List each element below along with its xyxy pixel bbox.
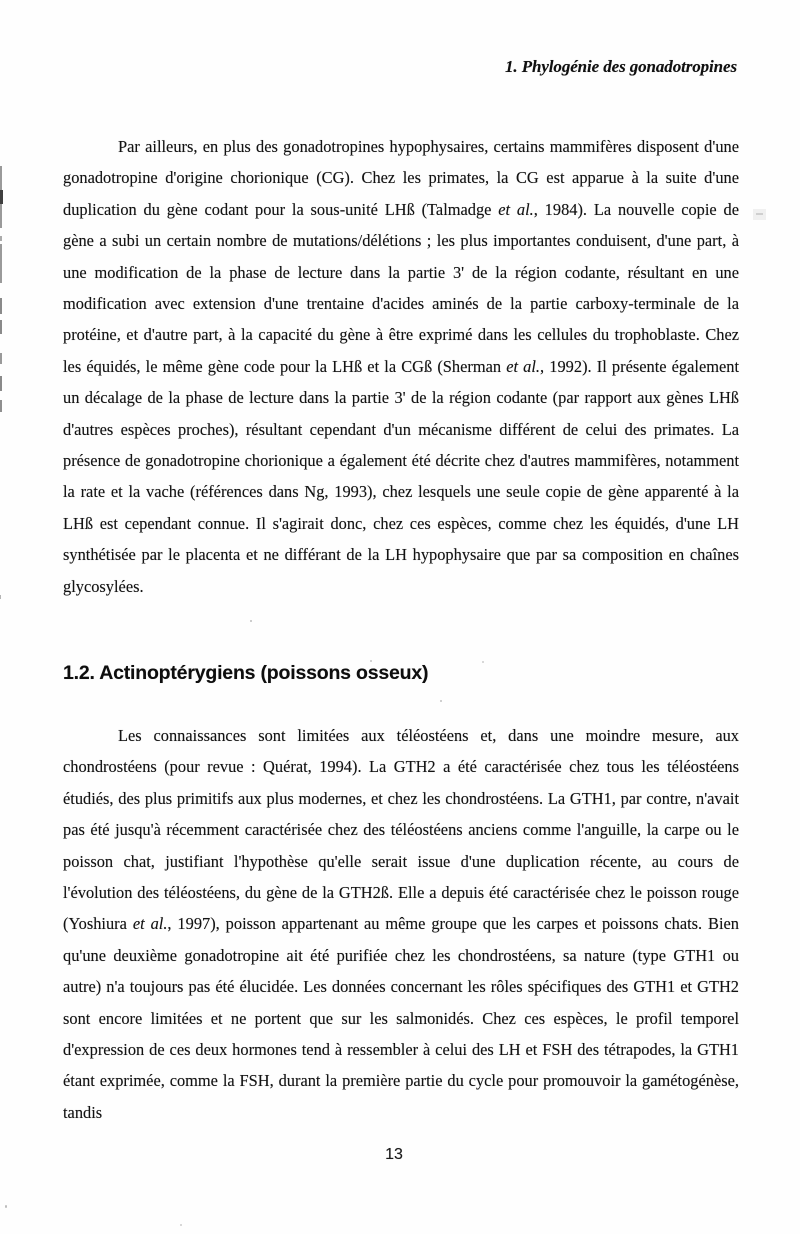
paragraph-2: Les connaissances sont limitées aux téléostéens et, dans une moindre mesure, aux chondrostéens (pour revue : Quérat, 1994). La GTH2 a été caractérisée chez tous les téléostéens étudiés, des plus primitifs aux plus modernes, et chez les chondrostéens. La GTH1, par contre, n'avait pas été jusqu'à récemment caractérisée chez des téléostéens anciens comme l'anguille, la carpe ou le poisson chat, justifiant l'hypothèse qu'elle serait issue d'une duplication récente, au cours de l'évolution des téléostéens, du gène de la GTH2ß. Elle a depuis été caractérisée chez le poisson rouge (Yoshiura et al., 1997), poisson appartenant au même groupe que les carpes et poissons chats. Bien qu'une deuxième gonadotropine ait été purifiée chez les chondrostéens, sa nature (type GTH1 ou autre) n'a toujours pas été élucidée. Les données concernant les rôles spécifiques des GTH1 et GTH2 sont encore limitées et ne portent que sur les salmonidés. Chez ces espèces, le profil temporel d'expression de ces deux hormones tend à ressembler à celui des LH et FSH des tétrapodes, la GTH1 étant exprimée, comme la FSH, durant la première partie du cycle pour promouvoir la gamétogénèse, tandis (63, 726, 739, 1122)
scan-artifact-mark (0, 400, 2, 412)
scan-speck (440, 700, 442, 702)
scan-artifact-mark (0, 320, 2, 334)
scan-speck (180, 1224, 182, 1226)
scan-smudge (753, 209, 766, 220)
scan-artifact-mark (0, 353, 2, 364)
scan-artifact-mark (0, 298, 2, 314)
running-header: 1. Phylogénie des gonadotropines (505, 57, 737, 76)
paragraph-1: Par ailleurs, en plus des gonadotropines hypophysaires, certains mammifères disposent d'une gonadotropine d'origine chorionique (CG). Chez les primates, la CG est apparue à la suite d'une duplication du gène codant pour la sous-unité LHß (Talmadge et al., 1984). La nouvelle copie de gène a subi un certain nombre de mutations/délétions ; les plus importantes conduisent, d'une part, à une modification de la phase de lecture dans la partie 3' de la région codante, résultant en une modification avec extension d'une trentaine d'acides aminés de la partie carboxy-terminale de la protéine, et d'autre part, à la capacité du gène à être exprimé dans les cellules du trophoblaste. Chez les équidés, le même gène code pour la LHß et la CGß (Sherman et al., 1992). Il présente également un décalage de la phase de lecture dans la partie 3' de la région codante (par rapport aux gènes LHß d'autres espèces proches), résultant cependant d'un mécanisme différent de celui des primates. La présence de gonadotropine chorionique a également été décrite chez d'autres mammifères, notamment la rate et la vache (références dans Ng, 1993), chez lesquels une seule copie de gène apparenté à la LHß est cependant connue. Il s'agirait donc, chez ces espèces, comme chez les équidés, d'une LH synthétisée par le placenta et ne différant de la LH hypophysaire que par sa composition en chaînes glycosylées. (63, 137, 740, 596)
scan-artifact-mark (0, 236, 2, 241)
scan-artifact-mark (0, 376, 2, 391)
scan-speck (5, 1205, 7, 1208)
scan-speck (370, 660, 372, 662)
scan-speck (482, 661, 484, 663)
scan-artifact-mark (0, 595, 1, 599)
page-number: 13 (385, 1146, 403, 1163)
scan-artifact-mark (0, 190, 3, 204)
scan-artifact-mark (0, 244, 2, 283)
scan-speck (250, 620, 252, 622)
section-heading: 1.2. Actinoptérygiens (poissons osseux) (63, 662, 429, 684)
